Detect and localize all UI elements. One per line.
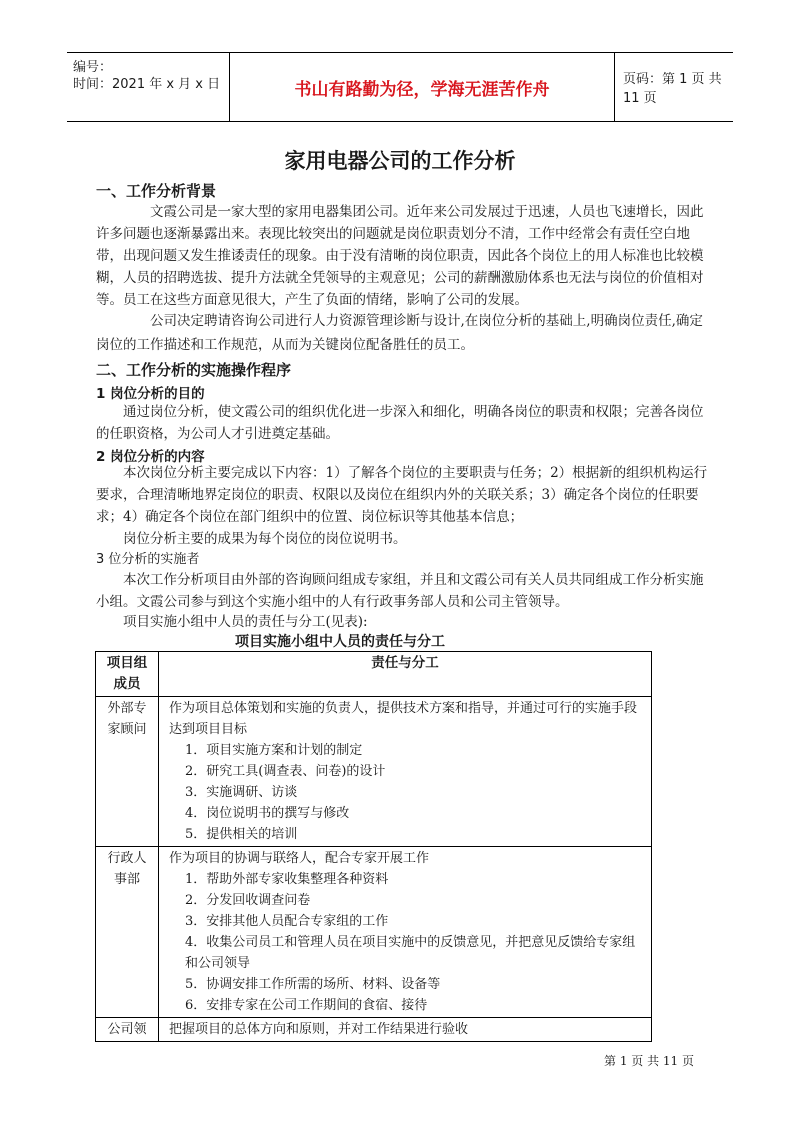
duty-item: 1．帮助外部专家收集整理各种资料 xyxy=(185,872,389,887)
header-motto: 书山有路勤为径，学海无涯苦作舟 xyxy=(229,53,615,121)
duty-item: 4．岗位说明书的撰写与修改 xyxy=(185,806,350,821)
duty-item: 3．实施调研、访谈 xyxy=(185,785,298,800)
table-cell-duty xyxy=(159,847,652,1018)
table-row xyxy=(96,1018,652,1042)
section-2-1-paragraph: 通过岗位分析，使文霞公司的组织优化进一步深入和细化，明确各岗位的职责和权限；完善各岗位的任职资格，为公司人才引进奠定基础。 xyxy=(96,404,704,442)
duty-item: 4．收集公司员工和管理人员在项目实施中的反馈意见，并把意见反馈给专家组和公司领导 xyxy=(185,935,636,971)
section-2-2-paragraph-2: 岗位分析主要的成果为每个岗位的岗位说明书。 xyxy=(123,531,407,547)
duty-summary: 把握项目的总体方向和原则，并对工作结果进行验收 xyxy=(169,1022,469,1037)
section-1-heading: 一、工作分析背景 xyxy=(96,182,217,200)
table-row xyxy=(96,697,652,847)
table-cell-role: 外部专家顾问 xyxy=(96,697,159,847)
section-1-paragraph-1: 文霞公司是一家大型的家用电器集团公司。近年来公司发展过于迅速，人员也飞速增长，因此许多问题也逐渐暴露出来。表现比较突出的问题就是岗位职责划分不清，工作中经常会有责任空白地带，出现问题又发生推诿责任的现象。由于没有清晰的岗位职责，因此各个岗位上的用人标准也比较模糊，人员的招聘选拔、提升方法就全凭领导的主观意见；公司的薪酬激励体系也无法与岗位的价值相对等。员工在这些方面意见很大，产生了负面的情绪，影响了公司的发展。 xyxy=(96,204,704,308)
table-cell-duty xyxy=(159,1018,652,1042)
table-caption: 项目实施小组中人员的责任与分工 xyxy=(235,634,445,650)
table-cell-duty xyxy=(159,697,652,847)
duty-item: 3．安排其他人员配合专家组的工作 xyxy=(185,914,389,929)
header-page: 页码：第 1 页 共 11 页 xyxy=(623,72,722,106)
document-title: 家用电器公司的工作分析 xyxy=(284,149,516,173)
table-header-role: 项目组成员 xyxy=(96,652,159,697)
duty-item: 5．提供相关的培训 xyxy=(185,827,298,842)
section-2-2-heading: 2 岗位分析的内容 xyxy=(96,449,205,465)
duty-summary: 作为项目总体策划和实施的负责人，提供技术方案和指导，并通过可行的实施手段达到项目目标 xyxy=(169,701,638,737)
section-2-1-heading: 1 岗位分析的目的 xyxy=(96,386,205,402)
duty-item: 1．项目实施方案和计划的制定 xyxy=(185,743,363,758)
section-2-3-paragraph-1: 本次工作分析项目由外部的咨询顾问组成专家组，并且和文霞公司有关人员共同组成工作分析实施小组。文霞公司参与到这个实施小组中的人有行政事务部人员和公司主管领导。 xyxy=(96,572,704,610)
table-row xyxy=(96,847,652,1018)
table-cell-role: 行政人事部 xyxy=(96,847,159,1018)
table-header-duty: 责任与分工 xyxy=(159,652,652,697)
section-2-3-paragraph-2: 项目实施小组中人员的责任与分工(见表): xyxy=(123,614,368,630)
duty-item: 2．研究工具(调查表、问卷)的设计 xyxy=(185,764,386,779)
section-1-paragraph-2: 公司决定聘请咨询公司进行人力资源管理诊断与设计,在岗位分析的基础上,明确岗位责任,确定岗位的工作描述和工作规范，从而为关键岗位配备胜任的员工。 xyxy=(96,313,703,353)
duty-item: 2．分发回收调查问卷 xyxy=(185,893,311,908)
table-cell-role: 公司领 xyxy=(96,1018,159,1042)
header-code: 编号： xyxy=(73,60,113,75)
header-time: 时间：2021 年 x 月 x 日 xyxy=(73,77,221,92)
header-meta xyxy=(67,53,229,121)
responsibility-table xyxy=(95,651,652,1042)
page-header xyxy=(67,52,733,122)
table-header-row xyxy=(96,652,652,697)
duty-item: 5．协调安排工作所需的场所、材料、设备等 xyxy=(185,977,441,992)
page-footer: 第 1 页 共 11 页 xyxy=(604,1054,694,1068)
duty-summary: 作为项目的协调与联络人，配合专家开展工作 xyxy=(169,851,430,866)
section-2-heading: 二、工作分析的实施操作程序 xyxy=(96,361,292,379)
duty-item: 6．安排专家在公司工作期间的食宿、接待 xyxy=(185,998,428,1013)
section-2-3-heading: 3 位分析的实施者 xyxy=(96,552,200,567)
section-2-2-paragraph-1: 本次岗位分析主要完成以下内容：1）了解各个岗位的主要职责与任务；2）根据新的组织机构运行要求，合理清晰地界定岗位的职责、权限以及岗位在组织内外的关联关系；3）确定各个岗位的任职要求；4）确定各个岗位在部门组织中的位置、岗位标识等其他基本信息； xyxy=(96,465,708,525)
